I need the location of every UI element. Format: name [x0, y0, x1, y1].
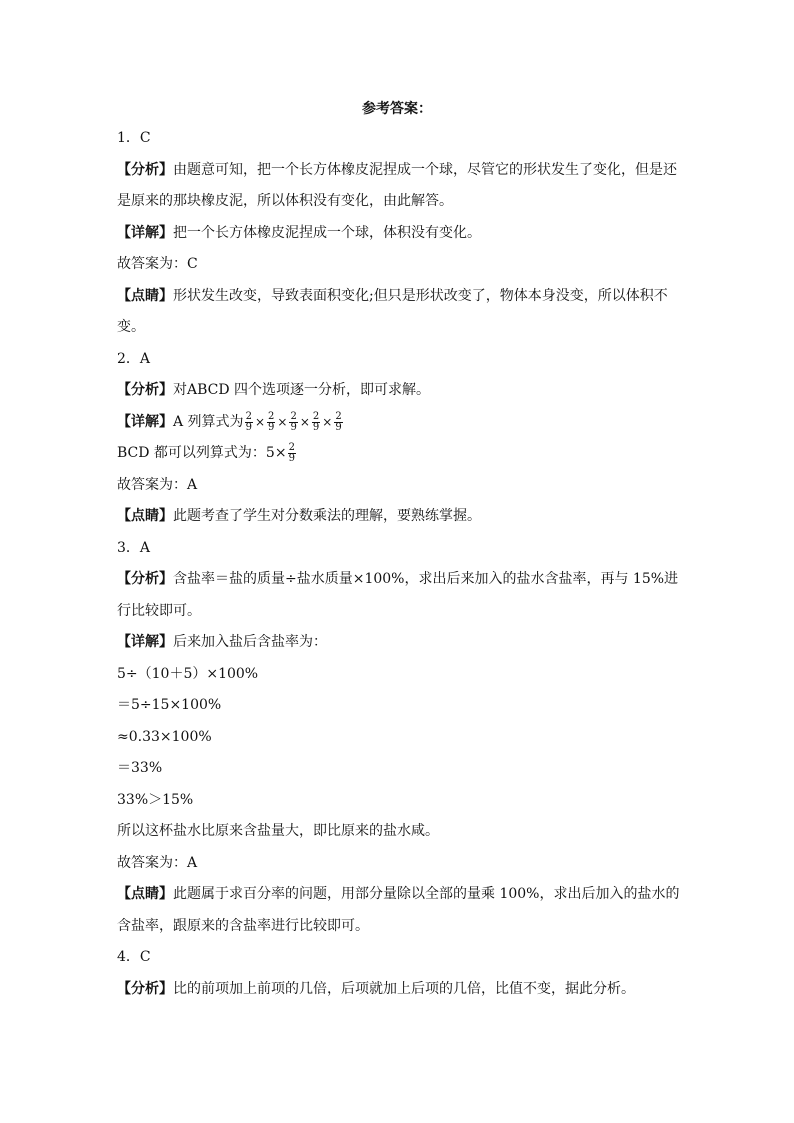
q3-step: ＝5÷15×100%: [117, 697, 222, 713]
q2-analysis: [117, 375, 683, 407]
q4-number: 4．C: [117, 949, 151, 965]
q2-comment-text: 此题考查了学生对分数乘法的理解，要熟练掌握。: [173, 508, 481, 524]
q3-detail-tag: 【详解】: [117, 634, 173, 650]
q3-comment-tag: 【点睛】: [117, 886, 173, 902]
q2-analysis-tag: 【分析】: [117, 382, 173, 398]
q3-answer: 故答案为：A: [117, 854, 198, 871]
fraction: $\frac{2}{9}$: [245, 410, 252, 433]
q1-detail-tag: 【详解】: [117, 224, 173, 241]
q2-bcd-prefix: BCD 都可以列算式为：5×: [117, 445, 287, 461]
q1-analysis-text: 由题意可知，把一个长方体橡皮泥捏成一个球，尽管它的形状发生了变化，但是还是原来的那块橡皮泥，所以体积没有变化，由此解答。: [117, 161, 677, 209]
fraction: $\frac{2}{9}$: [312, 410, 320, 433]
q1-number: 1．C: [117, 130, 151, 146]
q2-detail-prefix: A 列算式为: [173, 413, 244, 430]
answer-content: [117, 123, 683, 1005]
fraction: $\frac{2}{9}$: [290, 410, 297, 433]
q1-analysis-tag: 【分析】: [117, 161, 173, 178]
q4-analysis-tag: 【分析】: [117, 980, 173, 997]
page-title: 参考答案：: [362, 101, 432, 117]
q3-step: 33%＞15%: [117, 791, 194, 808]
q2-bcd-formula: [117, 438, 683, 470]
q3-comment: [117, 879, 683, 942]
fraction: $\frac{2}{9}$: [288, 442, 295, 465]
q3-analysis-text: 含盐率＝盐的质量÷盐水质量×100%，求出后来加入的盐水含盐率，再与 15%进行比较即可。: [117, 571, 679, 619]
q2-comment: [117, 501, 683, 533]
q3-comment-text: 此题属于求百分率的问题，用部分量除以全部的量乘 100%，求出后加入的盐水的含盐率，跟原来的含盐率进行比较即可。: [117, 886, 680, 934]
q3-detail-text: 后来加入盐后含盐率为：: [173, 634, 327, 650]
q2-detail-tag: 【详解】: [117, 413, 173, 430]
q2-answer: 故答案为：A: [117, 476, 198, 493]
q4-analysis: [117, 974, 683, 1006]
q3-analysis: [117, 564, 683, 627]
q1-detail: [117, 218, 683, 250]
q3-step: 5÷（10＋5）×100%: [117, 665, 259, 682]
q2-number: 2．A: [117, 350, 151, 367]
q1-analysis: [117, 155, 683, 218]
fraction: $\frac{2}{9}$: [335, 410, 342, 433]
q3-conclusion: 所以这杯盐水比原来含盐量大，即比原来的盐水咸。: [117, 823, 439, 839]
q2-comment-tag: 【点睛】: [117, 508, 173, 524]
q2-detail: 【详解】 A 列算式为 $\frac{2}{9}$ × $\frac{2}{9}$ × $\frac{2}{9}$ × $\frac{2}{9}$ × $\frac{2}{9}$: [117, 407, 683, 439]
q3-detail: [117, 627, 683, 659]
q1-comment: [117, 281, 683, 344]
q3-step: ＝33%: [117, 760, 163, 776]
q3-step: ≈0.33×100%: [117, 728, 212, 745]
q1-detail-text: 把一个长方体橡皮泥捏成一个球，体积没有变化。: [173, 224, 481, 241]
q3-analysis-tag: 【分析】: [117, 571, 173, 587]
q3-number: 3．A: [117, 539, 151, 556]
q2-analysis-text: 对ABCD 四个选项逐一分析，即可求解。: [173, 382, 431, 398]
q4-analysis-text: 比的前项加上前项的几倍，后项就加上后项的几倍，比值不变，据此分析。: [173, 980, 635, 997]
q1-answer: 故答案为：C: [117, 256, 198, 272]
q1-comment-text: 形状发生改变，导致表面积变化;但只是形状改变了，物体本身没变，所以体积不变。: [117, 287, 668, 335]
q1-comment-tag: 【点睛】: [117, 287, 173, 304]
fraction: $\frac{2}{9}$: [268, 410, 275, 433]
